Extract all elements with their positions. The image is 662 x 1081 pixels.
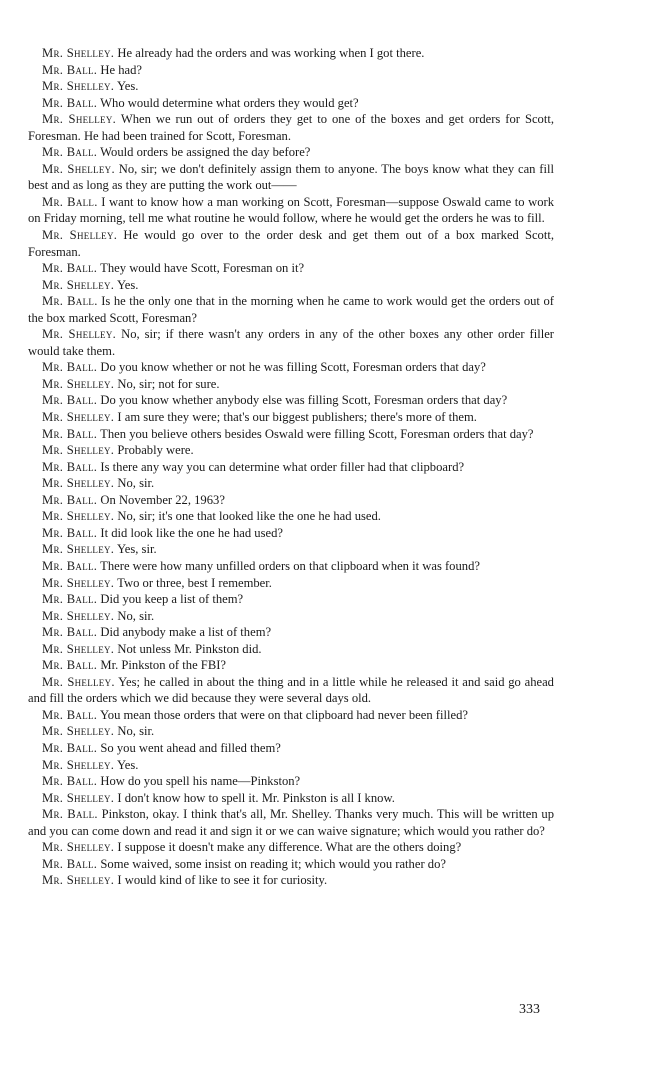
testimony-paragraph (28, 806, 554, 839)
speaker-name: Mr. Ball. (42, 625, 98, 640)
spoken-text: Is he the only one that in the morning when he came to work would get the orders out of the box marked Scott, Foresman? (28, 294, 554, 325)
spoken-text: Do you know whether or not he was filling Scott, Foresman orders that day? (100, 360, 486, 375)
speaker-name: Mr. Shelley. (42, 608, 115, 623)
testimony-paragraph (28, 227, 554, 260)
testimony-paragraph (28, 790, 554, 807)
testimony-paragraph (28, 707, 554, 724)
speaker-name: Mr. Ball. (42, 707, 98, 722)
speaker-name: Mr. Ball. (42, 426, 98, 441)
speaker-name: Mr. Ball. (42, 393, 98, 408)
speaker-name: Mr. Ball. (42, 261, 98, 276)
spoken-text: It did look like the one he had used? (100, 525, 283, 540)
speaker-name: Mr. Ball. (42, 740, 98, 755)
testimony-paragraph (28, 475, 554, 492)
spoken-text: How do you spell his name—Pinkston? (100, 774, 301, 789)
speaker-name: Mr. Shelley. (42, 277, 115, 292)
testimony-paragraph (28, 624, 554, 641)
testimony-paragraph (28, 409, 554, 426)
testimony-paragraph (28, 95, 554, 112)
speaker-name: Mr. Ball. (42, 856, 98, 871)
testimony-paragraph (28, 872, 554, 889)
speaker-name: Mr. Ball. (42, 807, 98, 822)
spoken-text: I would kind of like to see it for curiosity. (117, 873, 328, 888)
testimony-paragraph (28, 856, 554, 873)
speaker-name: Mr. Ball. (42, 360, 98, 375)
spoken-text: No, sir. (117, 476, 155, 491)
spoken-text: No, sir; not for sure. (117, 376, 220, 391)
spoken-text: Probably were. (117, 443, 194, 458)
spoken-text: I suppose it doesn't make any difference. What are the others doing? (117, 840, 462, 855)
spoken-text: Two or three, best I remember. (117, 575, 272, 590)
speaker-name: Mr. Ball. (42, 62, 98, 77)
testimony-paragraph (28, 392, 554, 409)
speaker-name: Mr. Ball. (42, 592, 98, 607)
testimony-paragraph (28, 459, 554, 476)
spoken-text: There were how many unfilled orders on that clipboard when it was found? (100, 558, 480, 573)
testimony-paragraph (28, 541, 554, 558)
testimony-paragraph (28, 575, 554, 592)
speaker-name: Mr. Ball. (42, 145, 98, 160)
spoken-text: So you went ahead and filled them? (100, 740, 281, 755)
spoken-text: I am sure they were; that's our biggest publishers; there's more of them. (117, 410, 477, 425)
page-number: 333 (519, 1002, 540, 1017)
spoken-text: On November 22, 1963? (100, 492, 225, 507)
testimony-paragraph (28, 674, 554, 707)
speaker-name: Mr. Shelley. (42, 79, 115, 94)
speaker-name: Mr. Ball. (42, 525, 98, 540)
speaker-name: Mr. Ball. (42, 558, 98, 573)
spoken-text: No, sir; if there wasn't any orders in any of the other boxes any other order filler would take them. (28, 327, 554, 358)
spoken-text: Would orders be assigned the day before? (100, 145, 311, 160)
testimony-paragraph (28, 144, 554, 161)
testimony-paragraph (28, 62, 554, 79)
spoken-text: Yes. (116, 79, 139, 94)
testimony-paragraph (28, 773, 554, 790)
speaker-name: Mr. Ball. (42, 459, 98, 474)
speaker-name: Mr. Shelley. (42, 443, 115, 458)
speaker-name: Mr. Shelley. (42, 757, 115, 772)
spoken-text: Who would determine what orders they would get? (100, 95, 359, 110)
speaker-name: Mr. Shelley. (42, 410, 115, 425)
spoken-text: No, sir. (117, 724, 155, 739)
spoken-text: Pinkston, okay. I think that's all, Mr. Shelley. Thanks very much. This will be written up and you can come down and read it and sign it or we can waive signature; which would you rather do? (28, 807, 554, 838)
testimony-paragraph (28, 260, 554, 277)
spoken-text: Did anybody make a list of them? (100, 625, 272, 640)
speaker-name: Mr. Shelley. (42, 376, 115, 391)
testimony-paragraph (28, 194, 554, 227)
testimony-paragraph (28, 723, 554, 740)
testimony-paragraph (28, 277, 554, 294)
speaker-name: Mr. Shelley. (42, 674, 115, 689)
speaker-name: Mr. Shelley. (42, 228, 118, 243)
testimony-body (28, 45, 554, 889)
testimony-paragraph (28, 111, 554, 144)
testimony-paragraph (28, 591, 554, 608)
spoken-text: Yes, sir. (116, 542, 157, 557)
spoken-text: I don't know how to spell it. Mr. Pinkston is all I know. (117, 790, 395, 805)
testimony-paragraph (28, 657, 554, 674)
speaker-name: Mr. Shelley. (42, 161, 115, 176)
speaker-name: Mr. Shelley. (42, 641, 115, 656)
spoken-text: No, sir; it's one that looked like the one he had used. (117, 509, 381, 524)
spoken-text: Not unless Mr. Pinkston did. (117, 641, 262, 656)
speaker-name: Mr. Shelley. (42, 575, 115, 590)
spoken-text: Yes; he called in about the thing and in a little while he released it and said go ahead and fill the orders which we did because they were several days old. (28, 674, 554, 706)
speaker-name: Mr. Shelley. (42, 790, 115, 805)
spoken-text: He would go over to the order desk and get them out of a box marked Scott, Foresman. (28, 228, 554, 259)
speaker-name: Mr. Ball. (42, 774, 98, 789)
testimony-paragraph (28, 161, 554, 194)
spoken-text: Yes. (116, 277, 139, 292)
speaker-name: Mr. Shelley. (42, 840, 115, 855)
testimony-paragraph (28, 508, 554, 525)
speaker-name: Mr. Ball. (42, 294, 98, 309)
testimony-paragraph (28, 293, 554, 326)
speaker-name: Mr. Shelley. (42, 873, 115, 888)
spoken-text: No, sir; we don't definitely assign them to anyone. The boys know what they can fill best and as long as they are putting the work out—— (28, 161, 554, 193)
speaker-name: Mr. Ball. (42, 658, 98, 673)
testimony-paragraph (28, 608, 554, 625)
spoken-text: They would have Scott, Foresman on it? (100, 261, 305, 276)
testimony-paragraph (28, 757, 554, 774)
testimony-paragraph (28, 641, 554, 658)
spoken-text: Is there any way you can determine what order filler had that clipboard? (100, 459, 465, 474)
spoken-text: Do you know whether anybody else was filling Scott, Foresman orders that day? (100, 393, 508, 408)
testimony-paragraph (28, 442, 554, 459)
speaker-name: Mr. Shelley. (42, 542, 115, 557)
testimony-paragraph (28, 376, 554, 393)
speaker-name: Mr. Shelley. (42, 112, 117, 127)
testimony-paragraph (28, 78, 554, 95)
speaker-name: Mr. Ball. (42, 194, 98, 209)
spoken-text: Then you believe others besides Oswald were filling Scott, Foresman orders that day? (100, 426, 534, 441)
testimony-paragraph (28, 45, 554, 62)
spoken-text: He had? (100, 62, 143, 77)
testimony-paragraph (28, 525, 554, 542)
speaker-name: Mr. Shelley. (42, 327, 117, 342)
spoken-text: Yes. (116, 757, 139, 772)
spoken-text: You mean those orders that were on that clipboard had never been filled? (99, 707, 468, 722)
spoken-text: He already had the orders and was working when I got there. (117, 46, 425, 60)
testimony-paragraph (28, 359, 554, 376)
testimony-paragraph (28, 492, 554, 509)
speaker-name: Mr. Ball. (42, 492, 98, 507)
speaker-name: Mr. Ball. (42, 95, 98, 110)
speaker-name: Mr. Shelley. (42, 46, 115, 60)
spoken-text: Did you keep a list of them? (100, 592, 244, 607)
testimony-paragraph (28, 839, 554, 856)
speaker-name: Mr. Shelley. (42, 509, 115, 524)
speaker-name: Mr. Shelley. (42, 724, 115, 739)
spoken-text: When we run out of orders they get to one of the boxes and get orders for Scott, Foresman. He had been trained for Scott, Foresman. (28, 112, 554, 143)
testimony-paragraph (28, 558, 554, 575)
testimony-paragraph (28, 426, 554, 443)
spoken-text: Mr. Pinkston of the FBI? (100, 658, 226, 673)
spoken-text: No, sir. (117, 608, 155, 623)
testimony-paragraph (28, 326, 554, 359)
testimony-paragraph (28, 740, 554, 757)
speaker-name: Mr. Shelley. (42, 476, 115, 491)
spoken-text: Some waived, some insist on reading it; which would you rather do? (100, 856, 446, 871)
spoken-text: I want to know how a man working on Scott, Foresman—suppose Oswald came to work on Friday morning, tell me what routine he would follow, where he would get the orders he was to fill. (28, 194, 554, 226)
